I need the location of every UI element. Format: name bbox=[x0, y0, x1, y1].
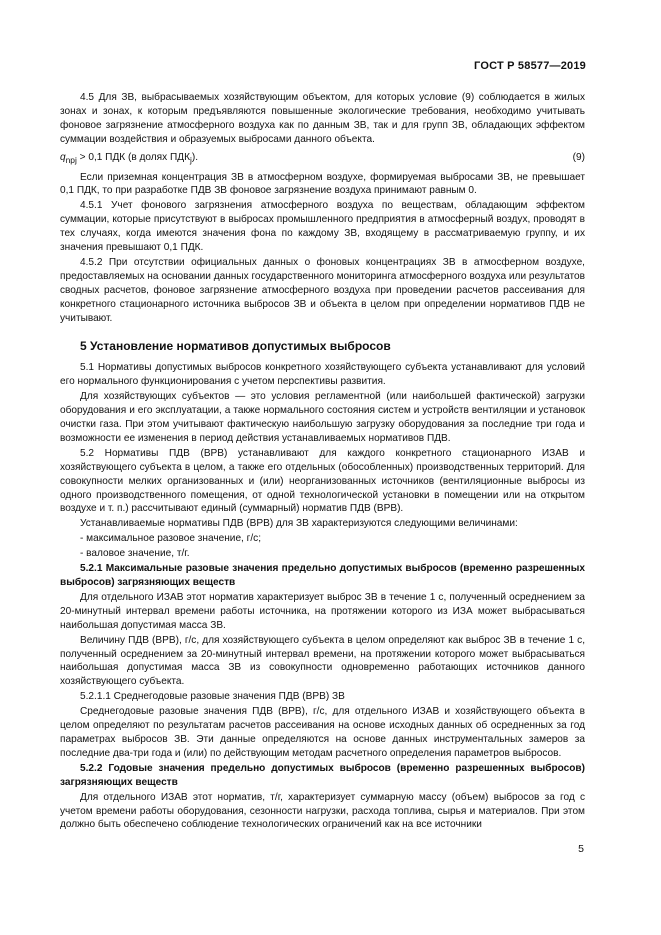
paragraph-5-2b: Устанавливаемые нормативы ПДВ (ВРВ) для ЗВ характеризуются следующими величинами: bbox=[80, 518, 518, 530]
paragraph-after-formula: Если приземная концентрация ЗВ в атмосферном воздухе, формируемая выбросами ЗВ, не превышает 0,1 ПДК, то при разработке ПДВ ЗВ фоновое загрязнение воздуха принимают равным 0. bbox=[60, 171, 585, 197]
paragraph-5-1: 5.1 Нормативы допустимых выбросов конкретного хозяйствующего субъекта устанавливают для условий его нормального функционирования с учетом перспективы развития. bbox=[60, 362, 585, 388]
paragraph-5-2-1b: Величину ПДВ (ВРВ), г/с, для хозяйствующего субъекта в целом определяют как выброс ЗВ в течение 1 с, полученный осреднением за 20-минутный интервал времени, на протяжении которого может выбрасываться наибольшая допустимая масса ЗВ из совокупности одновременно работающих источников данного хозяйствующего субъекта. bbox=[60, 634, 585, 688]
paragraph-5-2: 5.2 Нормативы ПДВ (ВРВ) устанавливают для каждого конкретного стационарного ИЗАВ и хозяйствующего субъекта в целом, а также его отдельных (обособленных) производственных территорий. Для совокупности мелких организованных и (или) неорганизованных источников (вентиляционные выбросы из одного производственного помещения, от одной технологической установки в помещении или на открытом воздухе и т. п.) рассчитывают единый (суммарный) норматив ПДВ (ВРВ). bbox=[60, 447, 585, 515]
formula-9 bbox=[60, 151, 585, 168]
subheading-5-2-1: 5.2.1 Максимальные разовые значения предельно допустимых выбросов (временно разрешенных выбросов) загрязняющих веществ bbox=[60, 563, 585, 589]
page-number: 5 bbox=[578, 843, 584, 855]
formula-end: ). bbox=[191, 151, 198, 163]
document-body bbox=[60, 91, 585, 832]
list-item-gross: - валовое значение, т/г. bbox=[80, 548, 190, 560]
formula-sub-j: j bbox=[189, 154, 192, 165]
formula-sub: npj bbox=[65, 154, 77, 165]
paragraph-4-5-1: 4.5.1 Учет фонового загрязнения атмосферного воздуха по веществам, обладающим эффектом суммации, которые присутствуют в выбросах промышленного предприятия в атмосферный воздух, проводят в тех случаях, когда имеются значения фона по каждому ЗВ, входящему в рассматриваемую группу, и их значения превышают 0,1 ПДК. bbox=[60, 200, 585, 254]
formula-var: q bbox=[60, 151, 66, 163]
paragraph-5-2-1a: Для отдельного ИЗАВ этот норматив характеризует выброс ЗВ в течение 1 с, полученный осреднением за 20-минутный интервал времени работы источника, на протяжении которого из ИЗА может выбрасываться наибольшая допустимая масса ЗВ. bbox=[60, 591, 585, 631]
paragraph-5-1b: Для хозяйствующих субъектов — это условия регламентной (или наибольшей фактической) загрузки оборудования и его эксплуатации, а также нормального состояния систем и устройств вентиляции и установок очистки газа. При этом учитывают фактическую наибольшую загрузку оборудования за последние три года и возможности ее изменения в период действия устанавливаемых нормативов ПДВ. bbox=[60, 391, 585, 444]
paragraph-5-2-1-1b: Среднегодовые разовые значения ПДВ (ВРВ), г/с, для отдельного ИЗАВ и хозяйствующего объекта в целом определяют по результатам расчетов рассеивания на основе исходных данных об осредненных за год параметрах выбросов ЗВ. Эти данные определяются на основе данных инструментальных замеров за последние два-три года и (или) по действующим методам расчетного определения параметров выбросов. bbox=[60, 706, 585, 759]
list-item-max: - максимальное разовое значение, г/с; bbox=[80, 533, 262, 545]
document-header: ГОСТ Р 58577—2019 bbox=[474, 60, 586, 72]
section-heading-5: 5 Установление нормативов допустимых выбросов bbox=[80, 338, 391, 353]
paragraph-5-2-2: Для отдельного ИЗАВ этот норматив, т/г, характеризует суммарную массу (объем) выбросов за год с учетом времени работы оборудования, сезонности нагрузки, расхода топлива, сырья и материалов. При этом должно быть обеспечено соблюдение технологических ограничений как на все источники bbox=[60, 791, 585, 831]
paragraph-4-5: 4.5 Для ЗВ, выбрасываемых хозяйствующим объектом, для которых условие (9) соблюдается в жилых зонах и зонах, к которым предъявляются повышенные экологические требования, необходимо учитывать фоновое загрязнение атмосферного воздуха как по данным ЗВ, так и для групп ЗВ, обладающих эффектом суммации воздействия и образуемых выбросами данного объекта. bbox=[60, 92, 585, 145]
subheading-5-2-2: 5.2.2 Годовые значения предельно допустимых выбросов (временно разрешенных выбросов) загрязняющих веществ bbox=[60, 762, 585, 788]
formula-body: > 0,1 ПДК (в долях ПДК bbox=[76, 151, 190, 163]
formula-number: (9) bbox=[572, 151, 585, 163]
paragraph-4-5-2: 4.5.2 При отсутствии официальных данных о фоновых концентрациях ЗВ в атмосферном воздухе, предоставляемых на основании данных государственного мониторинга атмосферного воздуха или результатов сводных расчетов, фоновое загрязнение атмосферного воздуха при проведении расчетов рассеивания для конкретного стационарного источника выбросов ЗВ и объекта в целом при определении нормативов ПДВ не учитывают. bbox=[60, 256, 585, 324]
subheading-5-2-1-1: 5.2.1.1 Среднегодовые разовые значения ПДВ (ВРВ) ЗВ bbox=[80, 691, 345, 703]
